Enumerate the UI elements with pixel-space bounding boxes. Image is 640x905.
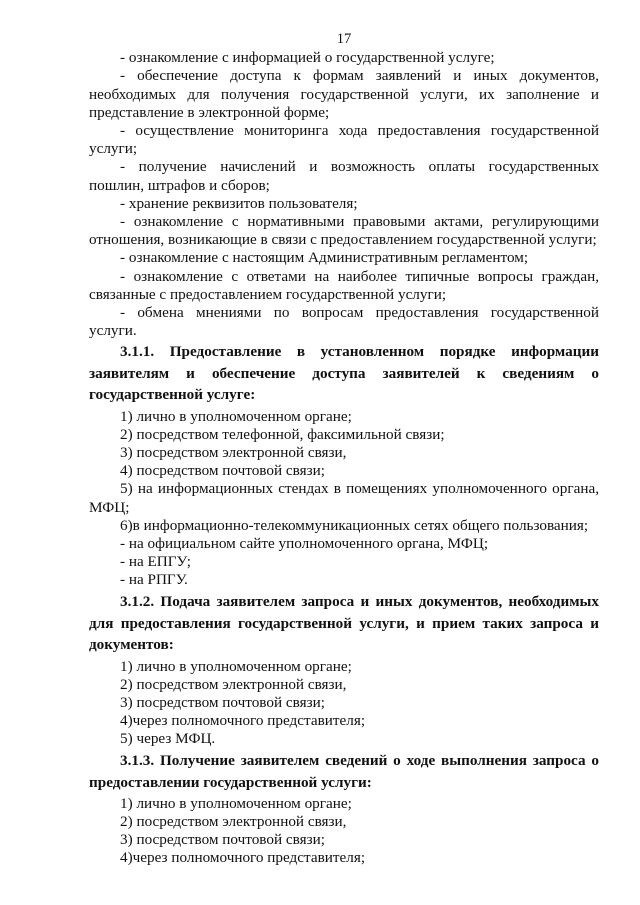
section-3-1-2-list (89, 658, 599, 748)
intro-item-2: - обеспечение доступа к формам заявлений и иных документов, необходимых для получения государственной услуги, их заполнение и представление в электронной форме; (89, 67, 599, 121)
section-heading-3-1-3: 3.1.3. Получение заявителем сведений о ходе выполнения запроса о предоставлении государственной услуги: (89, 752, 599, 791)
intro-item-3: - осуществление мониторинга хода предоставления государственной услуги; (89, 122, 599, 158)
list-item: 2) посредством телефонной, факсимильной связи; (120, 426, 445, 444)
list-item: 4)через полномочного представителя; (120, 849, 366, 867)
section-3-1-3-list (89, 795, 599, 867)
list-item: 5) через МФЦ. (120, 729, 216, 747)
list-item: 4)через полномочного представителя; (120, 711, 366, 729)
intro-item-6: - ознакомление с нормативными правовыми актами, регулирующими отношения, возникающие в связи с предоставлением государственной услуги; (89, 213, 599, 249)
section-3-1-1-list (89, 408, 599, 589)
list-item: 3) посредством почтовой связи; (120, 693, 325, 711)
document-page (89, 30, 599, 867)
list-item: 3) посредством электронной связи, (120, 444, 347, 462)
list-item: 1) лично в уполномоченном органе; (120, 407, 352, 425)
list-item: 1) лично в уполномоченном органе; (120, 795, 352, 813)
intro-item-1: - ознакомление с информацией о государственной услуге; (120, 49, 495, 67)
list-item: 2) посредством электронной связи, (120, 675, 347, 693)
list-item: 6)в информационно-телекоммуникационных сетях общего пользования; (120, 516, 589, 534)
list-item: 4) посредством почтовой связи; (120, 462, 325, 480)
list-item: 3) посредством почтовой связи; (120, 831, 325, 849)
intro-item-7: - ознакомление с настоящим Административным регламентом; (120, 249, 529, 267)
intro-item-4: - получение начислений и возможность оплаты государственных пошлин, штрафов и сборов; (89, 158, 599, 194)
list-item: - на ЕПГУ; (120, 552, 191, 570)
list-item: 5) на информационных стендах в помещениях уполномоченного органа, МФЦ; (89, 480, 599, 516)
page-number: 17 (336, 31, 352, 47)
intro-item-8: - ознакомление с ответами на наиболее типичные вопросы граждан, связанные с предоставлением государственной услуги; (89, 267, 599, 303)
list-item: 2) посредством электронной связи, (120, 813, 347, 831)
list-item: - на РПГУ. (120, 571, 188, 589)
intro-item-9: - обмена мнениями по вопросам предоставления государственной услуги. (89, 304, 599, 340)
list-item: 1) лично в уполномоченном органе; (120, 657, 352, 675)
intro-item-5: - хранение реквизитов пользователя; (120, 194, 358, 212)
section-heading-3-1-2: 3.1.2. Подача заявителем запроса и иных документов, необходимых для предоставления государственной услуги, и прием таких запроса и документов: (89, 593, 599, 654)
list-item: - на официальном сайте уполномоченного органа, МФЦ; (120, 534, 489, 552)
section-heading-3-1-1: 3.1.1. Предоставление в установленном порядке информации заявителям и обеспечение доступа заявителей к сведениям о государственной услуге: (89, 343, 599, 404)
